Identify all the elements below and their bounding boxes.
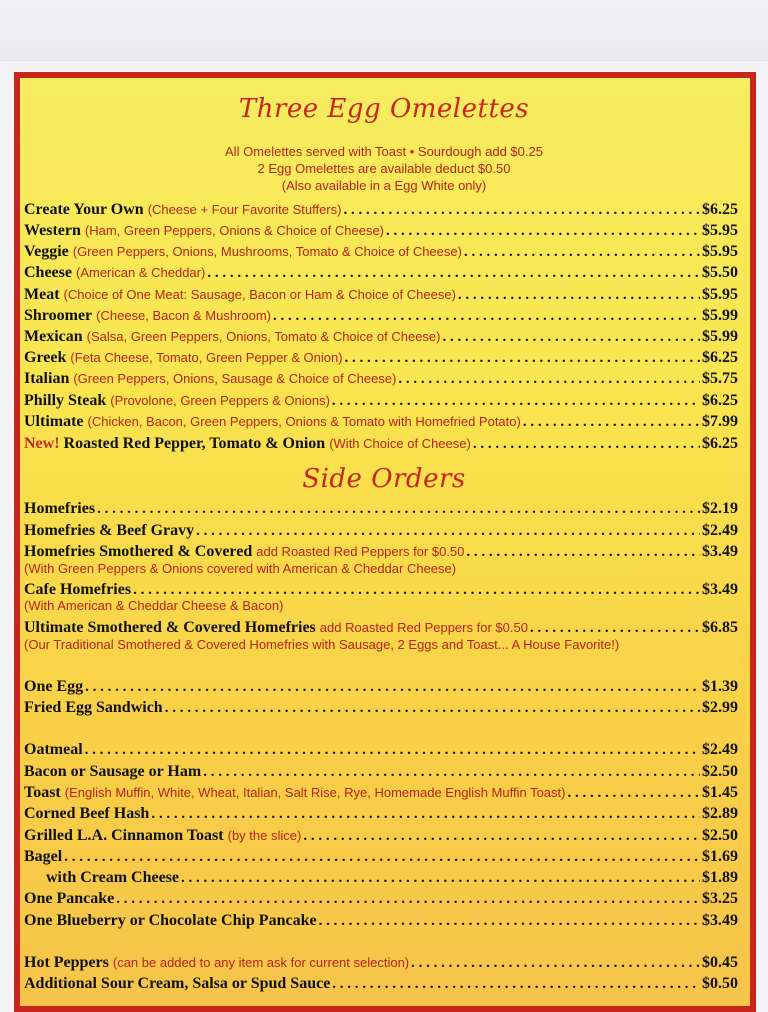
item-desc: (Ham, Green Peppers, Onions & Choice of Cheese): [84, 223, 385, 238]
dot-leader: [319, 911, 700, 932]
item-price: $3.49: [702, 581, 738, 598]
dot-leader: [203, 762, 700, 783]
item-price: $1.89: [702, 869, 738, 886]
dot-leader: [332, 974, 700, 995]
dot-leader: [85, 740, 700, 761]
item-name: Mexican: [24, 328, 83, 345]
menu-item-bagel-cream-cheese: [24, 867, 738, 888]
menu-item-bacon-sausage-ham: [24, 761, 738, 782]
item-desc: (Green Peppers, Onions, Sausage & Choice of Cheese): [73, 371, 397, 386]
item-price: $3.49: [702, 912, 738, 929]
menu-item-philly-steak: [24, 390, 738, 411]
item-desc: (With Choice of Cheese): [329, 436, 471, 451]
dot-leader: [464, 242, 700, 263]
item-price: $5.99: [702, 307, 738, 324]
menu-item-roasted-red-pepper: [24, 433, 738, 454]
dot-leader: [273, 306, 700, 327]
menu-item-additional-sauce: [24, 973, 738, 994]
menu-item-fried-egg-sandwich: [24, 697, 738, 718]
dot-leader: [443, 327, 701, 348]
item-name: Oatmeal: [24, 741, 83, 758]
item-desc: (American & Cheddar): [75, 265, 206, 280]
item-note: (Our Traditional Smothered & Covered Homefries with Sausage, 2 Eggs and Toast... A House Favorite!): [24, 637, 620, 652]
item-name: Italian: [24, 370, 70, 387]
item-price: $5.99: [702, 328, 738, 345]
item-name: One Pancake: [24, 890, 115, 907]
menu-item-homefries-smothered: [24, 541, 738, 562]
dot-leader: [345, 348, 700, 369]
scan-top-edge: [0, 0, 768, 61]
item-price: $2.49: [702, 522, 738, 539]
item-desc: (Chicken, Bacon, Green Peppers, Onions & Tomato with Homefried Potato): [87, 414, 521, 429]
item-price: $0.45: [702, 954, 738, 971]
side-orders-title: Side Orders: [302, 464, 466, 494]
item-name: One Egg: [24, 678, 84, 695]
item-price: $1.45: [702, 784, 738, 801]
item-price: $6.25: [702, 435, 738, 452]
dot-leader: [458, 285, 700, 306]
item-price: $2.89: [702, 805, 738, 822]
item-price: $5.95: [702, 222, 738, 239]
item-name: One Blueberry or Chocolate Chip Pancake: [24, 912, 317, 929]
item-price: $1.69: [702, 848, 738, 865]
item-price: $5.95: [702, 286, 738, 303]
item-price: $6.25: [702, 392, 738, 409]
menu-item-italian: [24, 368, 738, 389]
menu-item-oatmeal: [24, 739, 738, 760]
item-price: $5.75: [702, 370, 738, 387]
item-name: Philly Steak: [24, 392, 107, 409]
dot-leader: [165, 698, 700, 719]
item-name: Bacon or Sausage or Ham: [24, 763, 202, 780]
dot-leader: [386, 221, 700, 242]
omelettes-note-1: All Omelettes served with Toast • Sourdough add $0.25: [225, 144, 543, 159]
dot-leader: [181, 868, 700, 889]
menu-item-create-your-own: [24, 199, 738, 220]
item-price: $5.50: [702, 264, 738, 281]
dot-leader: [411, 953, 700, 974]
menu-item-cinnamon-toast: [24, 825, 738, 846]
item-note: (With Green Peppers & Onions covered with American & Cheddar Cheese): [24, 561, 457, 576]
item-desc: (Cheese + Four Favorite Stuffers): [147, 202, 342, 217]
item-desc: (Green Peppers, Onions, Mushrooms, Tomato & Choice of Cheese): [72, 244, 462, 259]
menu-item-one-egg: [24, 676, 738, 697]
item-name: Shroomer: [24, 307, 93, 324]
dot-leader: [97, 499, 700, 520]
item-name: Toast: [24, 784, 61, 801]
omelettes-title: Three Egg Omelettes: [238, 94, 530, 124]
menu-item-hot-peppers: [24, 952, 738, 973]
menu-item-corned-beef-hash: [24, 803, 738, 824]
item-price: $7.99: [702, 413, 738, 430]
item-price: $6.85: [702, 619, 738, 636]
item-price: $0.50: [702, 975, 738, 992]
menu-item-homefries-beef-gravy: [24, 520, 738, 541]
menu-item-cheese: [24, 262, 738, 283]
item-name: Homefries: [24, 500, 96, 517]
menu-item-veggie: [24, 241, 738, 262]
item-price: $2.50: [702, 763, 738, 780]
dot-leader: [64, 847, 700, 868]
menu-item-mexican: [24, 326, 738, 347]
item-name: Hot Peppers: [24, 954, 109, 971]
menu-item-greek: [24, 347, 738, 368]
item-price: $6.25: [702, 201, 738, 218]
menu-item-homefries: [24, 498, 738, 519]
item-name: Create Your Own: [24, 201, 144, 218]
item-name: Grilled L.A. Cinnamon Toast: [24, 827, 224, 844]
item-price: $3.49: [702, 543, 738, 560]
item-desc: (English Muffin, White, Wheat, Italian, Salt Rise, Rye, Homemade English Muffin Toast): [64, 785, 566, 800]
item-desc: add Roasted Red Peppers for $0.50: [256, 544, 465, 559]
item-price: $5.95: [702, 243, 738, 260]
omelettes-note-3: (Also available in a Egg White only): [281, 178, 487, 193]
item-name: Western: [24, 222, 81, 239]
item-price: $3.25: [702, 890, 738, 907]
item-name: Bagel: [24, 848, 63, 865]
item-desc: (Salsa, Green Peppers, Onions, Tomato & Choice of Cheese): [86, 329, 441, 344]
dot-leader: [343, 200, 700, 221]
item-name: Meat: [24, 286, 60, 303]
item-name: Cafe Homefries: [24, 581, 132, 598]
item-note: (With American & Cheddar Cheese & Bacon): [24, 598, 284, 613]
item-name: Homefries & Beef Gravy: [24, 522, 195, 539]
item-name: Greek: [24, 349, 67, 366]
menu-item-western: [24, 220, 738, 241]
menu-item-bagel: [24, 846, 738, 867]
dot-leader: [207, 263, 700, 284]
item-price: $1.39: [702, 678, 738, 695]
dot-leader: [303, 826, 700, 847]
dot-leader: [398, 369, 700, 390]
item-price: $2.50: [702, 827, 738, 844]
item-name: Ultimate: [24, 413, 84, 430]
menu-item-one-pancake: [24, 888, 738, 909]
item-price: $2.19: [702, 500, 738, 517]
item-price: $2.99: [702, 699, 738, 716]
menu-item-blueberry-pancake: [24, 910, 738, 931]
menu-item-toast: [24, 782, 738, 803]
item-desc: (Feta Cheese, Tomato, Green Pepper & Onion): [70, 350, 343, 365]
dot-leader: [473, 434, 700, 455]
menu-item-ultimate: [24, 411, 738, 432]
item-name: Roasted Red Pepper, Tomato & Onion: [63, 435, 326, 452]
dot-leader: [332, 391, 700, 412]
dot-leader: [567, 783, 700, 804]
dot-leader: [196, 521, 700, 542]
item-name: with Cream Cheese: [46, 869, 180, 886]
item-price: $6.25: [702, 349, 738, 366]
item-name: Fried Egg Sandwich: [24, 699, 163, 716]
omelettes-note-2: 2 Egg Omelettes are available deduct $0.50: [257, 161, 511, 176]
item-desc: (Cheese, Bacon & Mushroom): [96, 308, 271, 323]
item-desc: (Provolone, Green Peppers & Onions): [110, 393, 330, 408]
item-name: Ultimate Smothered & Covered Homefries: [24, 619, 316, 636]
menu-item-meat: [24, 284, 738, 305]
menu-item-shroomer: [24, 305, 738, 326]
new-badge: New!: [24, 435, 60, 452]
item-desc: (can be added to any item ask for current selection): [112, 955, 410, 970]
item-name: Veggie: [24, 243, 69, 260]
dot-leader: [151, 804, 700, 825]
dot-leader: [523, 412, 700, 433]
item-name: Additional Sour Cream, Salsa or Spud Sauce: [24, 975, 331, 992]
dot-leader: [85, 677, 700, 698]
item-price: $2.49: [702, 741, 738, 758]
menu-item-ultimate-smothered: [24, 617, 738, 638]
dot-leader: [116, 889, 700, 910]
item-desc: (Choice of One Meat: Sausage, Bacon or Ham & Choice of Cheese): [63, 287, 456, 302]
item-desc: (by the slice): [227, 828, 302, 843]
item-name: Cheese: [24, 264, 72, 281]
item-desc: add Roasted Red Peppers for $0.50: [319, 620, 528, 635]
item-name: Corned Beef Hash: [24, 805, 150, 822]
item-name: Homefries Smothered & Covered: [24, 543, 253, 560]
